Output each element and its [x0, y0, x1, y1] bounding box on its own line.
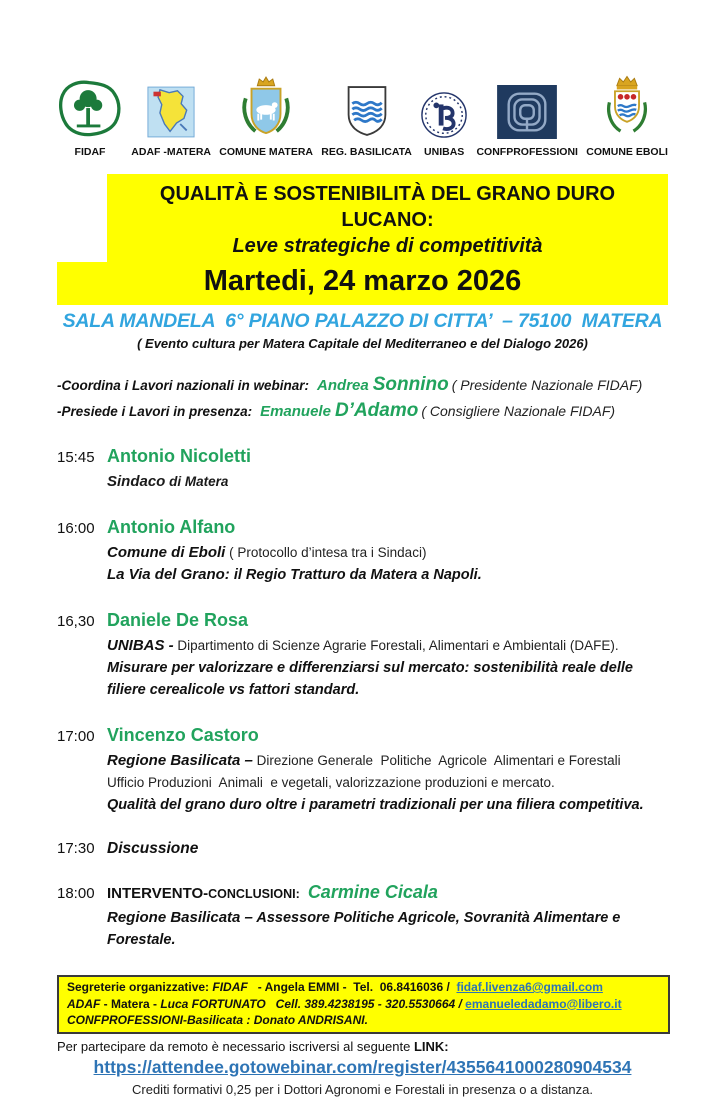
secretariat-box [57, 975, 670, 1034]
confprofessioni-maze-icon [497, 85, 557, 144]
discussion-label: Discussione [107, 840, 199, 857]
fidaf-label: FIDAF [74, 146, 106, 158]
speaker-role-rest: di Matera [165, 474, 229, 489]
unibas-logo [420, 91, 468, 158]
talk-title: Qualità del grano duro oltre i parametri tradizionali per una filiera competitiva. [107, 797, 644, 813]
time-label: 15:45 [57, 449, 95, 466]
chair-presence-lastname: D’Adamo [334, 400, 419, 421]
speaker-org-rest: Assessore Politiche Agricole, Sovranità Alimentare e Forestale. [107, 910, 625, 948]
logos-row [57, 74, 668, 158]
schedule-slot-1630 [57, 610, 668, 701]
adaf-contact: Luca FORTUNATO Cell. 389.4238195 - 320.5530664 / [160, 996, 466, 1011]
adaf-map-icon [147, 85, 195, 144]
adaf-email-link[interactable]: emanueledadamo@libero.it [465, 996, 622, 1011]
fidaf-org-name: FIDAF [212, 980, 248, 994]
comune-matera-logo [219, 77, 313, 158]
time-label: 18:00 [57, 885, 95, 902]
chair-webinar-firstname: Andrea [317, 377, 369, 394]
registration-text: Per partecipare da remoto è necessario iscriversi al seguente [57, 1038, 414, 1054]
chair-webinar-prefix: -Coordina i Lavori nazionali in webinar: [57, 378, 310, 393]
event-banner [57, 174, 668, 305]
chairs-block [57, 372, 668, 424]
speaker-name: Daniele De Rosa [107, 610, 249, 630]
fidaf-email-link[interactable]: fidaf.livenza6@gmail.com [456, 980, 603, 994]
unibas-label: UNIBAS [424, 146, 465, 158]
intervento-label: INTERVENTO- [107, 885, 209, 902]
schedule-slot-1800 [57, 882, 668, 951]
schedule-slot-1600 [57, 517, 668, 586]
regione-basilicata-logo [321, 83, 412, 158]
schedule-slot-1545 [57, 446, 668, 493]
speaker-name: Vincenzo Castoro [107, 725, 259, 745]
speaker-name: Antonio Alfano [107, 517, 236, 537]
unibas-seal-icon [420, 91, 468, 144]
conclusioni-label: CONCLUSIONI: [208, 887, 300, 901]
secretariat-label: Segreterie organizzative: [67, 980, 213, 994]
secretariat-line-3: CONFPROFESSIONI-Basilicata : Donato ANDRISANI. [67, 1013, 368, 1027]
chair-webinar-lastname: Sonnino [372, 374, 449, 395]
speaker-org-rest: ( Protocollo d’intesa tra i Sindaci) [225, 545, 427, 560]
chair-webinar-role: ( Presidente Nazionale FIDAF) [451, 377, 643, 393]
regione-basilicata-label: REG. BASILICATA [321, 146, 412, 158]
secretariat-line-2 [67, 996, 660, 1013]
footer-block [57, 975, 668, 1097]
comune-matera-label: COMUNE MATERA [219, 146, 313, 158]
speaker-org-line2: Ufficio Produzioni Animali e vegetali, valorizzazione produzioni e mercato. [107, 775, 555, 790]
adaf-place: - Matera - [100, 996, 161, 1011]
chair-presence-role: ( Consigliere Nazionale FIDAF) [421, 403, 616, 419]
schedule-slot-1730 [57, 840, 668, 858]
adaf-matera-label: ADAF -MATERA [131, 146, 211, 158]
time-label: 17:00 [57, 728, 95, 745]
confprofessioni-logo [476, 85, 578, 158]
speaker-name: Antonio Nicoletti [107, 446, 251, 466]
matera-crest-icon [238, 77, 294, 144]
fidaf-logo [57, 79, 123, 158]
webinar-registration-link[interactable]: https://attendee.gotowebinar.com/register/4355641000280904534 [93, 1056, 632, 1077]
chair-presence-line [57, 398, 668, 424]
event-title: QUALITÀ E SOSTENIBILITÀ DEL GRANO DURO LUCANO: [159, 183, 616, 231]
speaker-org-bold: UNIBAS - [107, 637, 174, 654]
speaker-role-bold: Sindaco [107, 473, 166, 490]
talk-title: Misurare per valorizzare e differenziarsi sul mercato: sostenibilità reale delle filiere cerealicole vs fattori standard. [107, 660, 638, 698]
event-date: Martedi, 24 marzo 2026 [57, 262, 668, 305]
chair-webinar-line [57, 372, 668, 398]
adaf-matera-logo [131, 85, 211, 158]
chair-presence-firstname: Emanuele [260, 403, 331, 420]
confprofessioni-label: CONFPROFESSIONI [476, 146, 578, 158]
time-label: 17:30 [57, 840, 95, 857]
venue-line: SALA MANDELA 6° PIANO PALAZZO DI CITTA’ – 75100 MATERA [62, 310, 663, 332]
fidaf-contact: - Angela EMMI - Tel. 06.8416036 / [247, 980, 457, 994]
speaker-org-bold: Regione Basilicata – [107, 752, 253, 769]
banner-top-block [107, 174, 668, 262]
registration-instruction [57, 1039, 668, 1054]
talk-title-rest: il Regio Tratturo da Matera a Napoli. [229, 567, 482, 583]
event-subtitle: Leve strategiche di competitività [232, 235, 543, 257]
speaker-org-rest: Direzione Generale Politiche Agricole Alimentari e Forestali [252, 753, 621, 768]
adaf-org-name: ADAF [67, 996, 101, 1011]
comune-eboli-logo [586, 75, 668, 158]
basilicata-shield-icon [344, 83, 390, 144]
link-word: LINK: [413, 1038, 449, 1054]
secretariat-line-1 [67, 979, 660, 996]
speaker-org-rest: Dipartimento di Scienze Agrarie Forestali, Alimentari e Ambientali (DAFE). [173, 638, 619, 653]
schedule-list [57, 446, 668, 951]
time-label: 16:00 [57, 520, 95, 537]
comune-eboli-label: COMUNE EBOLI [586, 146, 668, 158]
talk-title-bold: La Via del Grano: [107, 566, 230, 583]
speaker-org-bold: Comune di Eboli [107, 544, 226, 561]
speaker-name: Carmine Cicala [307, 882, 438, 902]
credits-note: Crediti formativi 0,25 per i Dottori Agronomi e Forestali in presenza o a distanza. [132, 1081, 593, 1097]
chair-presence-prefix: -Presiede i Lavori in presenza: [57, 404, 253, 419]
venue-note: ( Evento cultura per Matera Capitale del Mediterraneo e del Dialogo 2026) [137, 336, 588, 351]
fidaf-tree-icon [57, 79, 123, 144]
schedule-slot-1700 [57, 725, 668, 816]
time-label: 16,30 [57, 613, 95, 630]
speaker-org-bold: Regione Basilicata – [107, 909, 253, 926]
eboli-crest-icon [602, 75, 652, 144]
